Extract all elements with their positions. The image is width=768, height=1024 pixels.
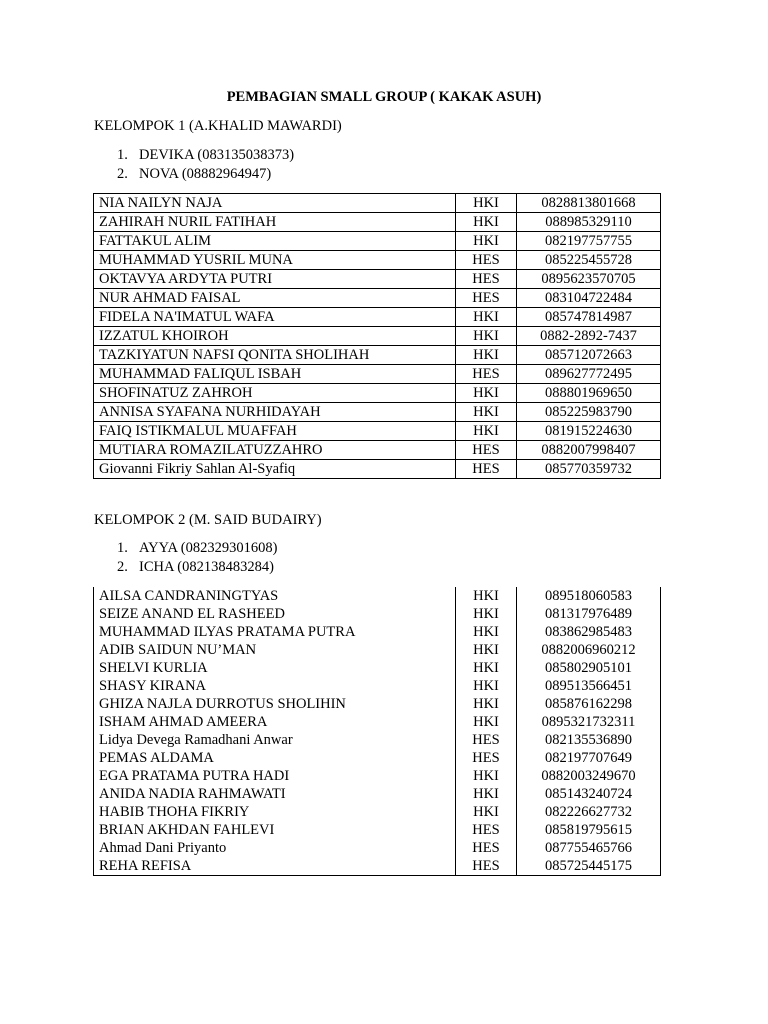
- member-prodi-cell: HES: [456, 731, 517, 749]
- member-phone-cell: 085725445175: [517, 857, 661, 876]
- member-prodi-cell: HKI: [456, 232, 517, 251]
- member-name-cell: SHELVI KURLIA: [94, 659, 456, 677]
- leader-item: [117, 539, 277, 558]
- member-phone-cell: 0828813801668: [517, 194, 661, 213]
- member-phone-cell: 088985329110: [517, 213, 661, 232]
- table-row: [94, 587, 661, 605]
- member-phone-cell: 0895623570705: [517, 270, 661, 289]
- table-row: [94, 677, 661, 695]
- table-row: [94, 857, 661, 876]
- member-phone-cell: 0882-2892-7437: [517, 327, 661, 346]
- member-prodi-cell: HES: [456, 365, 517, 384]
- table-row: [94, 623, 661, 641]
- table-row: [94, 731, 661, 749]
- group-2-leaders-list: [117, 539, 277, 576]
- member-name-cell: NIA NAILYN NAJA: [94, 194, 456, 213]
- table-row: [94, 327, 661, 346]
- table-row: [94, 641, 661, 659]
- member-name-cell: ANNISA SYAFANA NURHIDAYAH: [94, 403, 456, 422]
- member-name-cell: MUHAMMAD FALIQUL ISBAH: [94, 365, 456, 384]
- member-name-cell: MUTIARA ROMAZILATUZZAHRO: [94, 441, 456, 460]
- member-prodi-cell: HKI: [456, 713, 517, 731]
- member-phone-cell: 089513566451: [517, 677, 661, 695]
- member-name-cell: FIDELA NA'IMATUL WAFA: [94, 308, 456, 327]
- table-row: [94, 749, 661, 767]
- member-prodi-cell: HKI: [456, 327, 517, 346]
- member-prodi-cell: HES: [456, 460, 517, 479]
- member-phone-cell: 083104722484: [517, 289, 661, 308]
- member-prodi-cell: HKI: [456, 659, 517, 677]
- member-name-cell: Ahmad Dani Priyanto: [94, 839, 456, 857]
- member-prodi-cell: HKI: [456, 695, 517, 713]
- member-name-cell: EGA PRATAMA PUTRA HADI: [94, 767, 456, 785]
- member-name-cell: NUR AHMAD FAISAL: [94, 289, 456, 308]
- leader-text: AYYA (082329301608): [139, 540, 278, 556]
- member-phone-cell: 082197707649: [517, 749, 661, 767]
- member-name-cell: FATTAKUL ALIM: [94, 232, 456, 251]
- member-phone-cell: 085225455728: [517, 251, 661, 270]
- table-row: [94, 460, 661, 479]
- member-name-cell: REHA REFISA: [94, 857, 456, 876]
- member-phone-cell: 0895321732311: [517, 713, 661, 731]
- member-name-cell: AILSA CANDRANINGTYAS: [94, 587, 456, 605]
- member-prodi-cell: HES: [456, 289, 517, 308]
- member-name-cell: ADIB SAIDUN NU’MAN: [94, 641, 456, 659]
- group-2-heading: KELOMPOK 2 (M. SAID BUDAIRY): [94, 512, 322, 528]
- table-row: [94, 213, 661, 232]
- group-1-heading: KELOMPOK 1 (A.KHALID MAWARDI): [94, 118, 342, 134]
- member-name-cell: FAIQ ISTIKMALUL MUAFFAH: [94, 422, 456, 441]
- table-row: [94, 403, 661, 422]
- member-prodi-cell: HKI: [456, 623, 517, 641]
- member-prodi-cell: HKI: [456, 605, 517, 623]
- table-row: [94, 194, 661, 213]
- member-phone-cell: 0882006960212: [517, 641, 661, 659]
- leader-text: DEVIKA (083135038373): [139, 147, 295, 163]
- member-name-cell: MUHAMMAD YUSRIL MUNA: [94, 251, 456, 270]
- table-row: [94, 384, 661, 403]
- member-phone-cell: 085802905101: [517, 659, 661, 677]
- member-phone-cell: 089518060583: [517, 587, 661, 605]
- member-prodi-cell: HES: [456, 821, 517, 839]
- member-name-cell: GHIZA NAJLA DURROTUS SHOLIHIN: [94, 695, 456, 713]
- member-prodi-cell: HKI: [456, 803, 517, 821]
- table-row: [94, 308, 661, 327]
- member-name-cell: TAZKIYATUN NAFSI QONITA SHOLIHAH: [94, 346, 456, 365]
- member-phone-cell: 082135536890: [517, 731, 661, 749]
- member-phone-cell: 081317976489: [517, 605, 661, 623]
- table-row: [94, 441, 661, 460]
- table-row: [94, 232, 661, 251]
- group-1-members-table: [93, 193, 661, 479]
- member-name-cell: IZZATUL KHOIROH: [94, 327, 456, 346]
- table-row: [94, 251, 661, 270]
- member-phone-cell: 0882003249670: [517, 767, 661, 785]
- group-1-leaders-list: [117, 146, 294, 183]
- member-name-cell: ISHAM AHMAD AMEERA: [94, 713, 456, 731]
- leader-item: [117, 558, 277, 577]
- document-title: PEMBAGIAN SMALL GROUP ( KAKAK ASUH): [226, 89, 542, 105]
- member-prodi-cell: HKI: [456, 384, 517, 403]
- member-phone-cell: 085819795615: [517, 821, 661, 839]
- member-prodi-cell: HKI: [456, 587, 517, 605]
- member-prodi-cell: HES: [456, 749, 517, 767]
- member-prodi-cell: HKI: [456, 767, 517, 785]
- table-row: [94, 767, 661, 785]
- member-phone-cell: 081915224630: [517, 422, 661, 441]
- member-name-cell: SEIZE ANAND EL RASHEED: [94, 605, 456, 623]
- member-phone-cell: 085225983790: [517, 403, 661, 422]
- member-prodi-cell: HKI: [456, 677, 517, 695]
- table-row: [94, 839, 661, 857]
- leader-text: NOVA (08882964947): [139, 165, 272, 182]
- leader-number: 1.: [117, 540, 128, 556]
- table-row: [94, 289, 661, 308]
- member-phone-cell: 085143240724: [517, 785, 661, 803]
- member-name-cell: SHASY KIRANA: [94, 677, 456, 695]
- leader-item: [117, 146, 294, 165]
- member-prodi-cell: HES: [456, 839, 517, 857]
- member-name-cell: SHOFINATUZ ZAHROH: [94, 384, 456, 403]
- leader-number: 2.: [117, 558, 128, 575]
- member-prodi-cell: HES: [456, 251, 517, 270]
- member-name-cell: HABIB THOHA FIKRIY: [94, 803, 456, 821]
- leader-item: [117, 165, 294, 184]
- leader-number: 2.: [117, 165, 128, 182]
- leader-text: ICHA (082138483284): [139, 558, 274, 575]
- member-prodi-cell: HKI: [456, 403, 517, 422]
- member-prodi-cell: HKI: [456, 308, 517, 327]
- member-prodi-cell: HKI: [456, 785, 517, 803]
- member-name-cell: ZAHIRAH NURIL FATIHAH: [94, 213, 456, 232]
- member-prodi-cell: HES: [456, 270, 517, 289]
- table-row: [94, 270, 661, 289]
- member-prodi-cell: HKI: [456, 346, 517, 365]
- member-phone-cell: 085747814987: [517, 308, 661, 327]
- table-row: [94, 422, 661, 441]
- member-prodi-cell: HKI: [456, 213, 517, 232]
- table-row: [94, 821, 661, 839]
- member-phone-cell: 0882007998407: [517, 441, 661, 460]
- member-phone-cell: 088801969650: [517, 384, 661, 403]
- table-row: [94, 695, 661, 713]
- member-prodi-cell: HKI: [456, 422, 517, 441]
- member-name-cell: Lidya Devega Ramadhani Anwar: [94, 731, 456, 749]
- member-prodi-cell: HES: [456, 857, 517, 876]
- group-2-members-table: [93, 587, 661, 876]
- table-row: [94, 605, 661, 623]
- member-name-cell: MUHAMMAD ILYAS PRATAMA PUTRA: [94, 623, 456, 641]
- member-prodi-cell: HKI: [456, 641, 517, 659]
- member-name-cell: BRIAN AKHDAN FAHLEVI: [94, 821, 456, 839]
- member-phone-cell: 085712072663: [517, 346, 661, 365]
- member-name-cell: OKTAVYA ARDYTA PUTRI: [94, 270, 456, 289]
- table-row: [94, 713, 661, 731]
- member-phone-cell: 085770359732: [517, 460, 661, 479]
- member-phone-cell: 082197757755: [517, 232, 661, 251]
- member-name-cell: Giovanni Fikriy Sahlan Al-Syafiq: [94, 460, 456, 479]
- member-phone-cell: 087755465766: [517, 839, 661, 857]
- member-name-cell: ANIDA NADIA RAHMAWATI: [94, 785, 456, 803]
- table-row: [94, 803, 661, 821]
- member-prodi-cell: HES: [456, 441, 517, 460]
- leader-number: 1.: [117, 147, 128, 163]
- table-row: [94, 659, 661, 677]
- member-phone-cell: 082226627732: [517, 803, 661, 821]
- table-row: [94, 365, 661, 384]
- member-phone-cell: 083862985483: [517, 623, 661, 641]
- member-phone-cell: 085876162298: [517, 695, 661, 713]
- table-row: [94, 785, 661, 803]
- table-row: [94, 346, 661, 365]
- member-name-cell: PEMAS ALDAMA: [94, 749, 456, 767]
- member-prodi-cell: HKI: [456, 194, 517, 213]
- member-phone-cell: 089627772495: [517, 365, 661, 384]
